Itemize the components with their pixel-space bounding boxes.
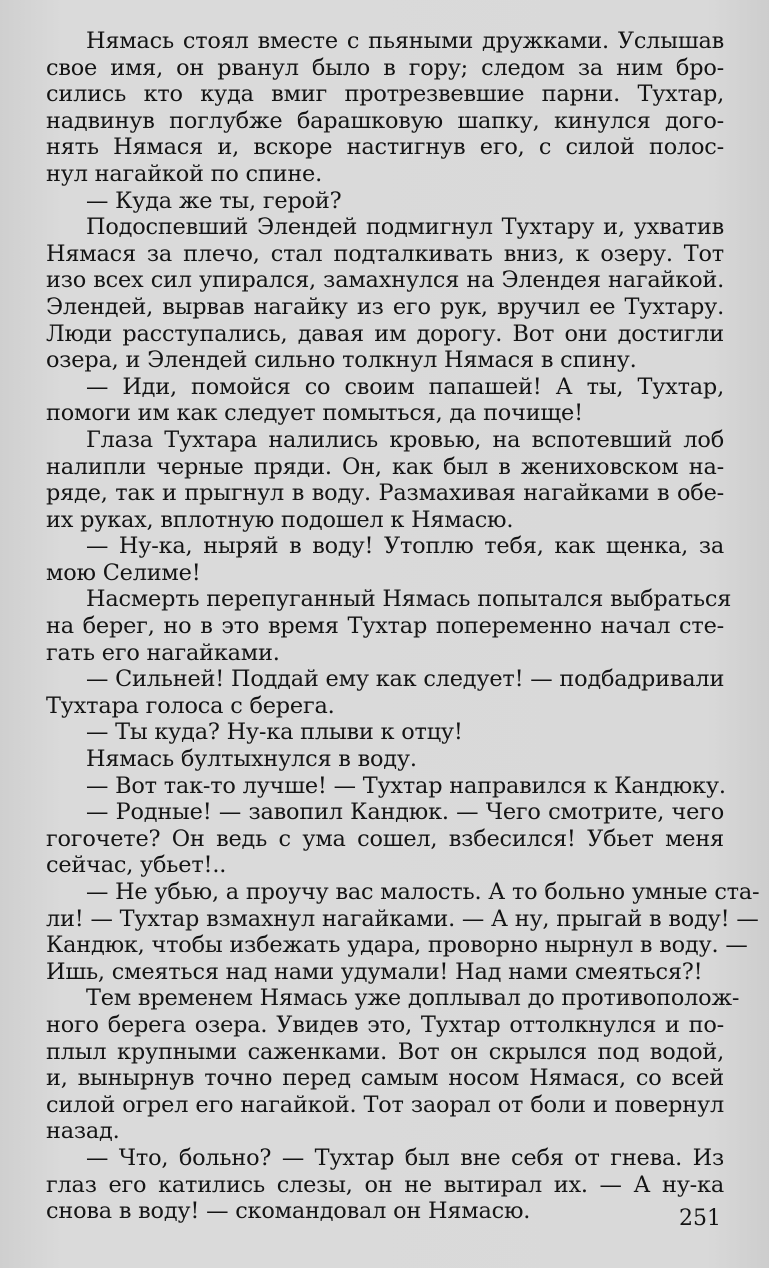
text-line: нул нагайкой по спине.: [46, 160, 323, 187]
text-line: гать его нагайками.: [46, 639, 280, 666]
text-line: надвинув поглубже барашковую шапку, кинулся дого-: [46, 107, 724, 134]
text-line: Тем временем Нямась уже доплывал до противополож-: [86, 985, 740, 1012]
text-line: Элендей, вырвав нагайку из его рук, вручил ее Тухтару.: [46, 293, 724, 320]
text-line: нять Нямася и, вскоре настигнув его, с силой полос-: [46, 134, 724, 161]
page-text: [46, 28, 760, 1225]
text-line: Кандюк, чтобы избежать удара, проворно нырнул в воду. —: [46, 932, 748, 959]
text-line: плыл крупными саженками. Вот он скрылся под водой,: [46, 1038, 724, 1065]
paragraph: [46, 586, 732, 666]
paragraph: [46, 1145, 724, 1225]
text-line: — Вот так-то лучше! — Тухтар направился к Кандюку.: [86, 772, 726, 799]
text-line: Нямась бултыхнулся в воду.: [86, 746, 417, 773]
paragraph: [46, 28, 724, 188]
paragraph: [46, 214, 724, 374]
text-line: сейчас, убьет!..: [46, 852, 227, 879]
text-line: — Куда же ты, герой?: [86, 187, 342, 214]
text-line: — Ну-ка, ныряй в воду! Утоплю тебя, как щенка, за: [86, 533, 724, 560]
text-line: озера, и Элендей сильно толкнул Нямася в спину.: [46, 347, 637, 374]
text-line: ного берега озера. Увидев это, Тухтар оттолкнулся и по-: [46, 1011, 724, 1038]
text-line: налипли черные пряди. Он, как был в жениховском на-: [46, 453, 724, 480]
text-line: снова в воду! — скомандовал он Нямасю.: [46, 1198, 531, 1225]
text-line: ряде, так и прыгнул в воду. Размахивая нагайками в обе-: [46, 480, 724, 507]
text-line: Тухтара голоса с берега.: [46, 692, 335, 719]
text-line: Нямася за плечо, стал подталкивать вниз, к озеру. Тот: [46, 240, 724, 267]
text-line: мою Селиме!: [46, 559, 201, 586]
text-line: Люди расступались, давая им дорогу. Вот они достигли: [46, 320, 724, 347]
text-line: — Родные! — завопил Кандюк. — Чего смотрите, чего: [86, 799, 724, 826]
paragraph: [46, 666, 724, 719]
text-line: гогочете? Он ведь с ума сошел, взбесился! Убьет меня: [46, 825, 724, 852]
text-line: сились кто куда вмиг протрезвевшие парни. Тухтар,: [46, 81, 724, 108]
text-line: глаз его катились слезы, он не вытирал их. — А ну-ка: [46, 1171, 724, 1198]
paragraph: [46, 985, 740, 1145]
paragraph: [46, 773, 724, 800]
text-line: и, вынырнув точно перед самым носом Нямася, со всей: [46, 1065, 724, 1092]
text-line: — Ты куда? Ну-ка плыви к отцу!: [86, 719, 463, 746]
text-line: ли! — Тухтар взмахнул нагайками. — А ну, прыгай в воду! —: [46, 905, 759, 932]
text-line: назад.: [46, 1118, 120, 1145]
text-line: — Сильней! Поддай ему как следует! — подбадривали: [86, 666, 725, 693]
paragraph: [46, 188, 724, 215]
paragraph: [46, 374, 724, 427]
paragraph: [46, 799, 724, 879]
text-line: свое имя, он рванул было в гору; следом за ним бро-: [46, 54, 724, 81]
text-line: на берег, но в это время Тухтар попеременно начал сте-: [46, 613, 724, 640]
text-line: Нямась стоял вместе с пьяными дружками. Услышав: [86, 28, 724, 54]
paragraph: [46, 427, 724, 533]
text-line: Подоспевший Элендей подмигнул Тухтару и, ухватив: [86, 214, 724, 241]
paragraph: [46, 879, 760, 985]
text-line: Глаза Тухтара налились кровью, на вспотевший лоб: [86, 426, 724, 453]
text-line: Насмерть перепуганный Нямась попытался выбраться: [86, 586, 732, 613]
text-line: помоги им как следует помыться, да почище!: [46, 400, 583, 427]
page-number: 251: [679, 1206, 721, 1231]
paragraph: [46, 533, 724, 586]
text-line: — Что, больно? — Тухтар был вне себя от гнева. Из: [86, 1144, 724, 1171]
text-line: их руках, вплотную подошел к Нямасю.: [46, 506, 514, 533]
text-line: — Не убью, а проучу вас малость. А то больно умные ста-: [86, 879, 760, 905]
text-line: силой огрел его нагайкой. Тот заорал от боли и повернул: [46, 1091, 724, 1118]
text-line: — Иди, помойся со своим папашей! А ты, Тухтар,: [86, 373, 724, 400]
paragraph: [46, 746, 724, 773]
text-line: Ишь, смеяться над нами удумали! Над нами смеяться?!: [46, 958, 703, 985]
paragraph: [46, 719, 724, 746]
text-line: изо всех сил упирался, замахнулся на Элендея нагайкой.: [46, 267, 724, 294]
